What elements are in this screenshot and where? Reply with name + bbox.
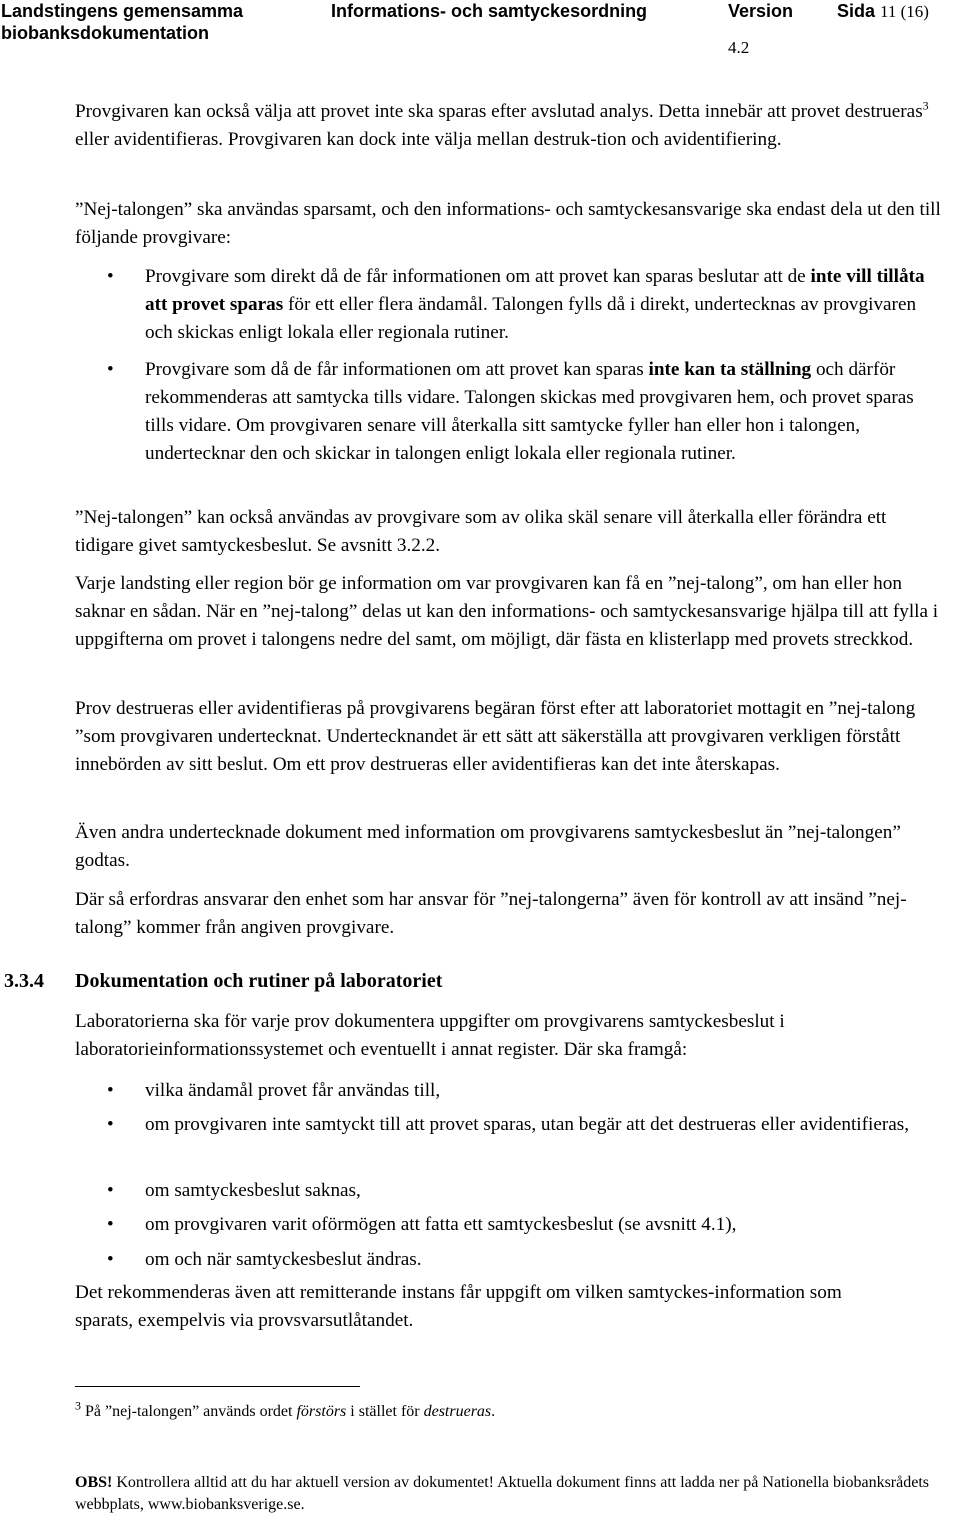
header-version-number: 4.2: [728, 38, 750, 57]
bullet-2-text-b: och därför rekommenderas att samtycka tills vidare. Talongen skickas med provgivaren hem, och provet sparas tills vidare. Om provgivaren senare vill återkalla sitt samtycke fyller han eller hon i talongen, undertecknar den och skickar in talongen enligt lokala eller regionala rutiner.: [145, 359, 914, 464]
bullet-dot: •: [107, 1249, 114, 1270]
footnote-text-c: .: [491, 1403, 496, 1420]
intro-paragraph-2: ”Nej-talongen” ska användas sparsamt, och den informations- och samtyckesansvarige ska endast dela ut den till följande provgivare:: [75, 199, 941, 248]
bullet-item-1: [145, 263, 945, 347]
list-item: vilka ändamål provet får användas till,: [145, 1080, 441, 1101]
list-item: om provgivaren inte samtyckt till att provet sparas, utan begär att det destrueras eller avidentifieras,: [145, 1114, 910, 1135]
intro-p1-text-a: Provgivaren kan också välja att provet inte ska sparas efter avslutad analys. Detta innebär att provet destrueras: [75, 101, 923, 122]
footnote-ref-3: 3: [922, 98, 929, 113]
footnote-text-a: På ”nej-talongen” används ordet: [81, 1403, 297, 1420]
bullet-dot: •: [107, 1180, 114, 1201]
header-org-line2: biobanksdokumentation: [1, 23, 210, 43]
bullet-1-bold: inte vill tillåta att provet sparas: [145, 266, 925, 315]
paragraph-prov-destrueras: Prov destrueras eller avidentifieras på provgivarens begäran först efter att laboratoriet mottagit en ”nej-talong ”som provgivaren undertecknat. Undertecknandet är ett sätt att säkerställa att provgivaren verkligen förstått innebörden av sitt beslut. Om ett prov destrueras eller avidentifieras kan det inte återskapas.: [75, 698, 916, 775]
section-paragraph-2: Det rekommenderas även att remitterande instans får uppgift om vilken samtyckes-information som sparats, exempelvis via provsvarsutlåtandet.: [75, 1282, 842, 1331]
intro-p1-text-b: eller avidentifieras. Provgivaren kan dock inte välja mellan destruk-tion och avidentifiering.: [75, 129, 782, 150]
section-number: 3.3.4: [4, 970, 44, 992]
bullet-1-text-a: Provgivare som direkt då de får informationen om att provet kan sparas beslutar att de: [145, 266, 811, 287]
section-paragraph-1: Laboratorierna ska för varje prov dokumentera uppgifter om provgivarens samtyckesbeslut i laboratorieinformationssystemet och eventuellt i annat register. Där ska framgå:: [75, 1011, 785, 1060]
footnote-em-2: destrueras: [423, 1403, 492, 1420]
footnote-text-b: i stället för: [346, 1403, 424, 1420]
bullet-dot: •: [107, 1114, 114, 1135]
bullet-2-bold: inte kan ta ställning: [648, 359, 812, 380]
paragraph-dar-sa: Där så erfordras ansvarar den enhet som har ansvar för ”nej-talongerna” även för kontroll av att insänd ”nej-talong” kommer från angiven provgivare.: [75, 889, 907, 938]
bullet-dot: •: [107, 266, 114, 287]
footnote-separator: [75, 1386, 360, 1387]
header-version-label: Version: [728, 1, 794, 21]
footer-obs: OBS!: [75, 1474, 113, 1491]
intro-paragraph-1: [75, 98, 943, 154]
footer-text: Kontrollera alltid att du har aktuell version av dokumentet! Aktuella dokument finns att ladda ner på Nationella biobanksrådets webbplats, www.biobanksverige.se.: [75, 1474, 929, 1513]
page-header: [0, 0, 960, 57]
footnote-em-1: förstörs: [296, 1403, 347, 1420]
section-title: Dokumentation och rutiner på laboratoriet: [75, 970, 443, 992]
page-footer: [75, 1472, 945, 1516]
bullet-2-text-a: Provgivare som då de får informationen om att provet kan sparas: [145, 359, 649, 380]
paragraph-varje-landsting: Varje landsting eller region bör ge information om var provgivaren kan få en ”nej-talong”, om han eller hon saknar en sådan. När en ”nej-talong” delas ut kan den informations- och samtyckesansvarige hjälpa till att fylla i uppgifterna om provet i talongens nedre del samt, om möjligt, där fästa en klisterlapp med provets streckkod.: [75, 573, 939, 650]
header-page-number: 11 (16): [880, 2, 929, 21]
list-item: om och när samtyckesbeslut ändras.: [145, 1249, 422, 1270]
bullet-dot: •: [107, 1214, 114, 1235]
paragraph-aven-andra: Även andra undertecknade dokument med information om provgivarens samtyckesbeslut än ”nej-talongen” godtas.: [75, 822, 901, 871]
list-item: om provgivaren varit oförmögen att fatta ett samtyckesbeslut (se avsnitt 4.1),: [145, 1214, 737, 1235]
bullet-item-2: [145, 356, 945, 468]
header-org-line1: Landstingens gemensamma: [1, 1, 244, 21]
bullet-dot: •: [107, 359, 114, 380]
paragraph-nej-talongen: ”Nej-talongen” kan också användas av provgivare som av olika skäl senare vill återkalla eller förändra ett tidigare givet samtyckesbeslut. Se avsnitt 3.2.2.: [75, 507, 887, 556]
footnote: [75, 1400, 495, 1424]
list-item: om samtyckesbeslut saknas,: [145, 1180, 361, 1201]
bullet-1-text-b: för ett eller flera ändamål. Talongen fylls då i direkt, undertecknas av provgivaren och skickas enligt lokala eller regionala rutiner.: [145, 294, 917, 343]
footnote-number: 3: [75, 1398, 81, 1413]
header-doc-title: Informations- och samtyckesordning: [331, 1, 648, 21]
bullet-dot: •: [107, 1080, 114, 1101]
header-page-label: Sida: [837, 1, 876, 21]
